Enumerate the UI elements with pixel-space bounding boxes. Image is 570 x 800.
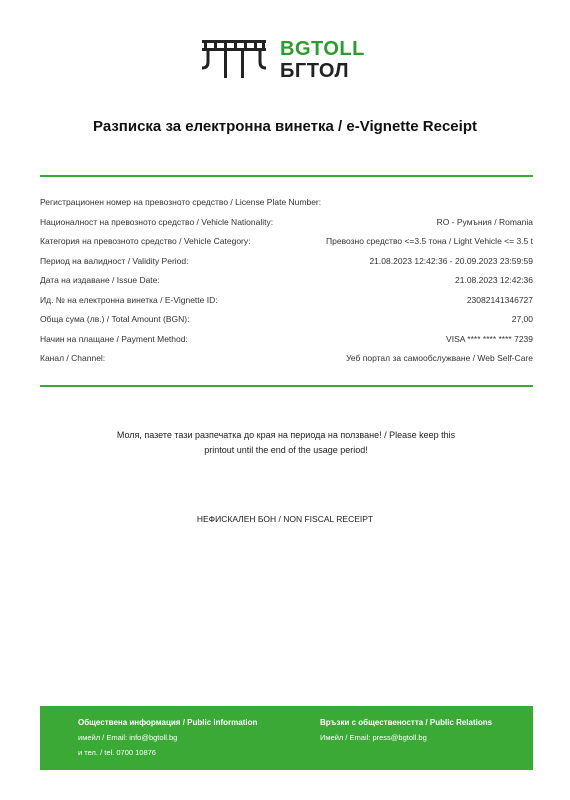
footer-phone: и тел. / tel. 0700 10876 [78,748,156,757]
field-row-category [40,232,533,252]
field-value: 27,00 [511,314,533,324]
field-label: Начин на плащане / Payment Method: [40,333,188,344]
footer-email: Имейл / Email: press@bgtoll.bg [320,733,427,742]
note-line: printout until the end of the usage period! [204,445,368,455]
footer-heading: Връзки с обществеността / Public Relations [320,718,493,727]
field-value: 21.08.2023 12:42:36 - 20.09.2023 23:59:59 [369,255,533,266]
footer-public-information [78,716,257,760]
receipt-title: Разписка за електронна винетка / e-Vignette Receipt [93,118,477,135]
field-row-nationality [40,213,533,233]
brand-name-latin: BGTOLL [280,38,365,60]
field-value: RO - Румъния / Romania [436,216,533,227]
footer-email: имейл / Email: info@bgtoll.bg [78,733,178,742]
field-row-total-amount [40,310,533,330]
field-label: Дата на издаване / Issue Date: [40,275,160,285]
field-row-payment-method [40,330,533,350]
keep-printout-note [90,428,482,458]
field-label: Канал / Channel: [40,353,106,363]
field-row-validity [40,252,533,272]
field-value: VISA **** **** **** 7239 [446,333,533,344]
contact-footer [40,706,533,770]
field-row-vignette-id [40,291,533,311]
field-value: 230821413467​27 [466,294,533,305]
brand-name-cyrillic: БГТОЛ [280,60,350,82]
field-label: Регистрационен номер на превозното средство / License Plate Number: [40,197,322,207]
field-row-license-plate [40,193,533,213]
field-label: Ид. № на електронна винетка / E-Vignette ID: [40,294,218,305]
field-value: Уеб портал за самообслужване / Web Self-Care [346,353,533,363]
receipt-fields [40,193,533,369]
toll-gate-icon [200,38,270,80]
field-value: 21.08.2023 12:42:36 [455,275,533,285]
note-line: Моля, пазете тази разпечатка до края на периода на ползване! / Please keep this [116,430,456,440]
divider-bottom [40,385,533,387]
field-label: Националност на превозното средство / Vehicle Nationality: [40,216,274,227]
field-row-issue-date [40,271,533,291]
divider-top [40,175,533,177]
non-fiscal-label: НЕФИСКАЛЕН БОН / NON FISCAL RECEIPT [196,514,374,524]
field-label: Обща сума (лв.) / Total Amount (BGN): [40,314,190,324]
field-label: Период на валидност / Validity Period: [40,255,189,266]
bgtoll-logo [200,38,380,88]
field-label: Категория на превозното средство / Vehicle Category: [40,236,251,246]
field-value: Превозно средство <=3.5 тона / Light Vehicle <= 3.5 t [326,236,533,246]
field-row-channel [40,349,533,369]
footer-public-relations [320,716,492,745]
footer-heading: Обществена информация / Public information [78,718,258,727]
